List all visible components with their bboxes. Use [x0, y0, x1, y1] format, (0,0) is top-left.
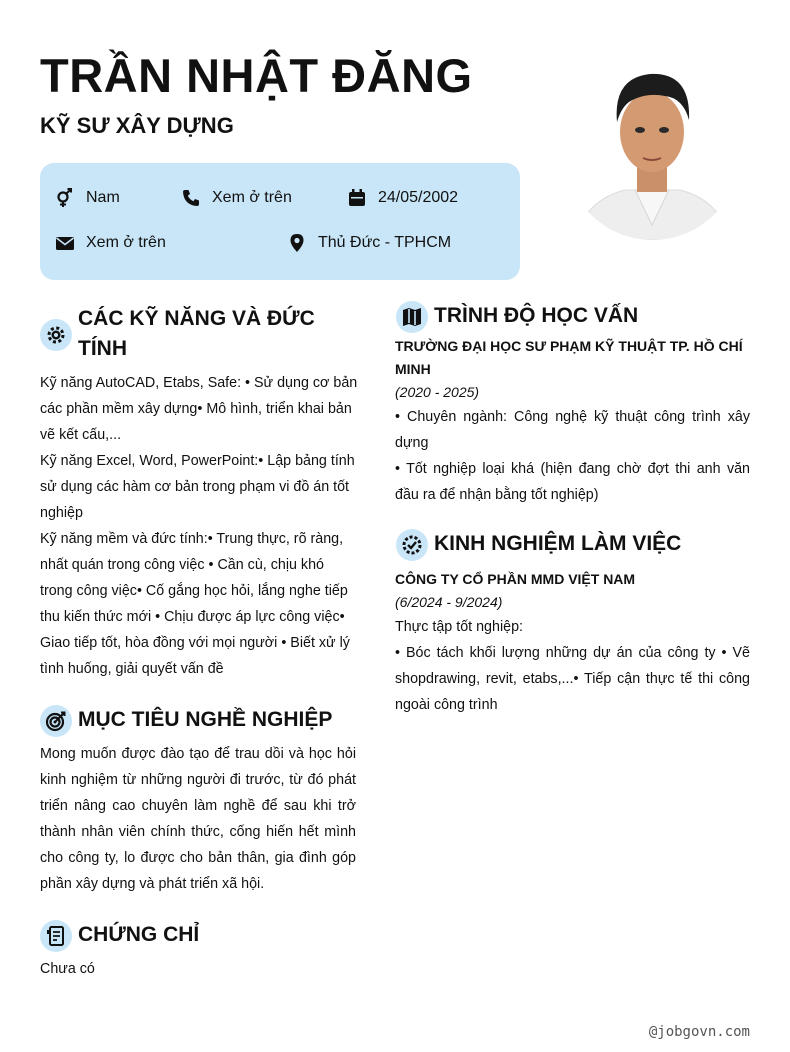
target-icon [40, 705, 72, 737]
skills-list [40, 370, 358, 682]
address-value: Thủ Đức - TPHCM [318, 234, 452, 251]
email-item [54, 232, 166, 254]
watermark: @jobgovn.com [648, 1024, 750, 1040]
calendar-icon [346, 187, 368, 209]
email-icon [54, 232, 76, 254]
phone-item [180, 187, 292, 209]
objective-section-header [40, 705, 360, 737]
education-body [395, 335, 750, 508]
experience-section-header [396, 529, 756, 561]
experience-period: (6/2024 - 9/2024) [395, 594, 503, 610]
school-name: TRƯỜNG ĐẠI HỌC SƯ PHẠM KỸ THUẬT TP. HỒ CHÍ MINH [395, 338, 743, 377]
education-major: • Chuyên ngành: Công nghệ kỹ thuật công trình xây dựng [395, 409, 750, 451]
gear-icon [40, 319, 72, 351]
experience-position: Thực tập tốt nghiệp: [395, 619, 523, 635]
experience-title: KINH NGHIỆM LÀM VIỆC [434, 532, 682, 555]
contact-info-panel [40, 163, 520, 280]
phone-value: Xem ở trên [212, 189, 292, 206]
gender-item [54, 187, 120, 209]
gender-value: Nam [86, 189, 120, 206]
skill-item: Kỹ năng AutoCAD, Etabs, Safe: • Sử dụng cơ bản các phần mềm xây dựng• Mô hình, triển khai bản vẽ kết cấu,... [40, 375, 358, 443]
phone-icon [180, 187, 202, 209]
address-item [286, 232, 451, 254]
certificates-section-header [40, 920, 360, 952]
certificate-icon [40, 920, 72, 952]
skill-item: Kỹ năng mềm và đức tính:• Trung thực, rõ ràng, nhất quán trong công việc • Cần cù, chịu khó trong công việc• Cố gắng học hỏi, lắng nghe tiếp thu kiến thức mới • Chịu được áp lực công việc• Giao tiếp tốt, hòa đồng với mọi người • Biết xử lý tình huống, giải quyết vấn đề [40, 531, 350, 677]
email-value: Xem ở trên [86, 234, 166, 251]
certificates-text: Chưa có [40, 961, 95, 977]
education-result: • Tốt nghiệp loại khá (hiện đang chờ đợt thi anh văn đầu ra để nhận bằng tốt nghiệp) [395, 461, 750, 503]
book-icon [396, 301, 428, 333]
birthday-item [346, 187, 458, 209]
skills-title: CÁC KỸ NĂNG VÀ ĐỨC TÍNH [78, 307, 315, 360]
profile-photo [565, 50, 740, 240]
education-period: (2020 - 2025) [395, 384, 480, 400]
objective-title: MỤC TIÊU NGHỀ NGHIỆP [78, 708, 333, 731]
experience-details: • Bóc tách khối lượng những dự án của công ty • Vẽ shopdrawing, revit, etabs,...• Tiếp cận thực tế thi công ngoài công trình [395, 645, 750, 713]
candidate-role: KỸ SƯ XÂY DỰNG [40, 113, 234, 138]
objective-text: Mong muốn được đào tạo để trau dồi và học hỏi kinh nghiệm từ những người đi trước, từ đó phát triển nâng cao chuyên làm nghề để sau khi trở thành nhân viên chính thức, cống hiến hết mình cho công ty, lo được cho bản thân, gia đình góp phần xây dựng và phát triển xã hội. [40, 746, 356, 892]
badge-check-icon [396, 529, 428, 561]
skill-item: Kỹ năng Excel, Word, PowerPoint:• Lập bảng tính sử dụng các hàm cơ bản trong phạm vi đồ án tốt nghiệp [40, 453, 355, 521]
experience-body [395, 568, 750, 718]
candidate-name: TRẦN NHẬT ĐĂNG [40, 49, 473, 102]
gender-icon [54, 187, 76, 209]
education-section-header [396, 301, 756, 333]
birthday-value: 24/05/2002 [378, 189, 459, 206]
skills-section-header [40, 304, 360, 364]
location-icon [286, 232, 308, 254]
certificates-title: CHỨNG CHỈ [78, 923, 200, 946]
education-title: TRÌNH ĐỘ HỌC VẤN [434, 304, 639, 327]
company-name: CÔNG TY CỔ PHẦN MMD VIỆT NAM [395, 571, 636, 587]
